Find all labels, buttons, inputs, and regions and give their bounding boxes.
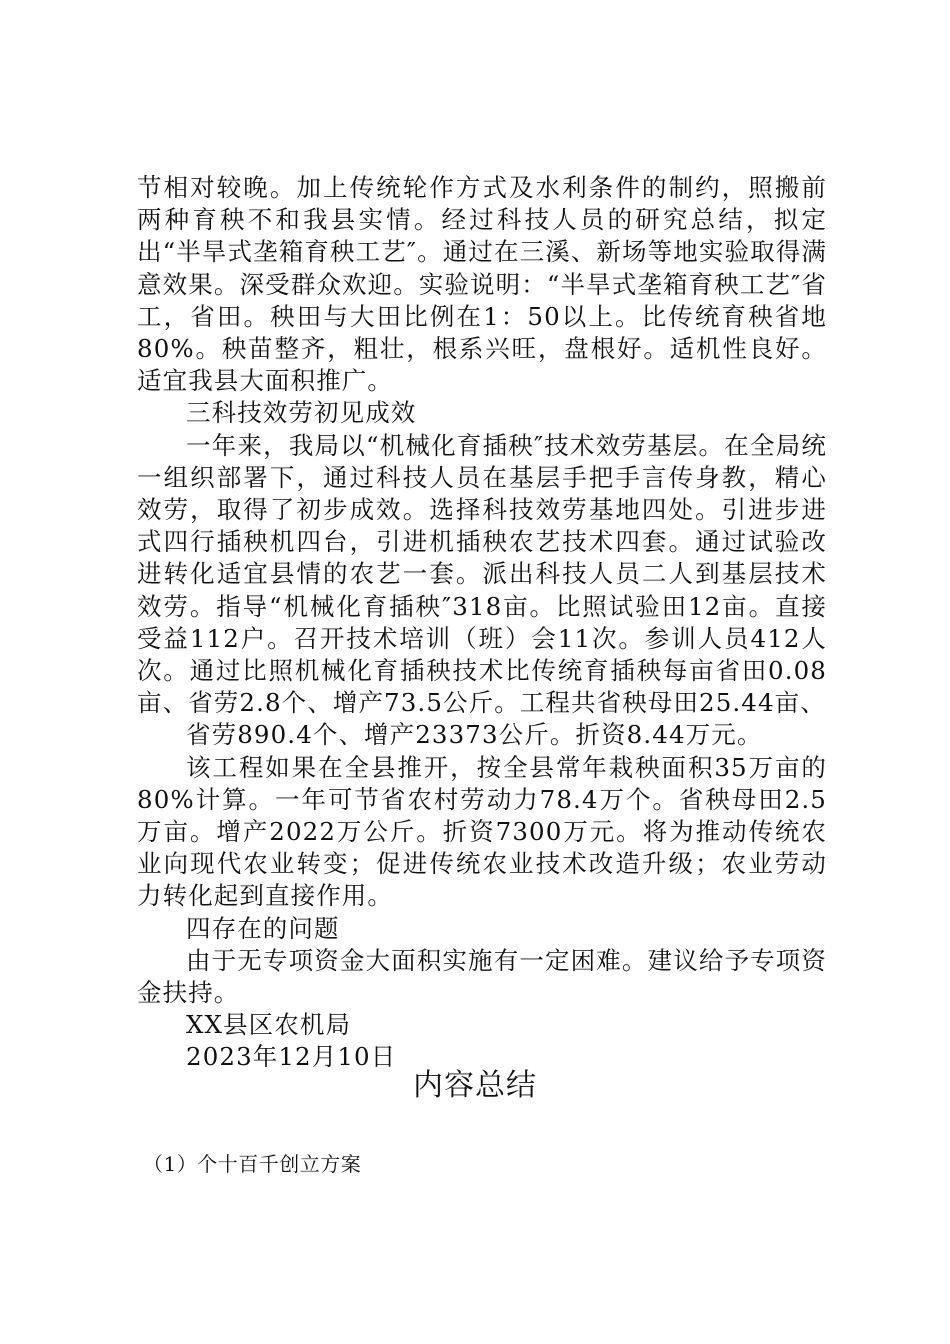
paragraph-projection: 该工程如果在全县推开，按全县常年栽秧面积35万亩的80%计算。一年可节省农村劳动力78.4万个。省秧母田2.5万亩。增产2022万公斤。折资7300万元。将为推动传统农业向现代农业转变；促进传统农业技术改造升级；农业劳动力转化起到直接作用。 xyxy=(137,752,827,911)
section-heading-four: 四存在的问题 xyxy=(186,913,340,943)
paragraph-results: 一年来，我局以“机械化育插秧″技术效劳基层。在全局统一组织部署下，通过科技人员在基层手把手言传身教，精心效劳，取得了初步成效。选择科技效劳基地四处。引进步进式四行插秧机四台，引进机插秧农艺技术四套。通过试验改进转化适宜县情的农艺一套。派出科技人员二人到基层技术效劳。指导“机械化育插秧″318亩。比照试验田12亩。直接受益112户。召开技术培训（班）会11次。参训人员412人次。通过比照机械化育插秧技术比传统育插秧每亩省田0.08亩、省劳2.8个、增产73.5公斤。工程共省秧母田25.44亩、 xyxy=(137,430,827,718)
paragraph-continuation: 节相对较晚。加上传统轮作方式及水利条件的制约，照搬前两种育秧不和我县实情。经过科技人员的研究总结，拟定出“半旱式垄箱育秧工艺″。通过在三溪、新场等地实验取得满意效果。深受群众欢迎。实验说明：“半旱式垄箱育秧工艺″省工，省田。秧田与大田比例在1：50以上。比传统育秧省地80%。秧苗整齐，粗壮，根系兴旺，盘根好。适机性良好。适宜我县大面积推广。 xyxy=(137,173,827,396)
paragraph-problems: 由于无专项资金大面积实施有一定困难。建议给予专项资金扶持。 xyxy=(137,945,827,1008)
signature-date: 2023年12月10日 xyxy=(186,1042,397,1072)
paragraph-results-cont: 省劳890.4个、增产23373公斤。折资8.44万元。 xyxy=(186,720,763,750)
summary-item: （1）个十百千创立方案 xyxy=(143,1152,362,1176)
section-heading-three: 三科技效劳初见成效 xyxy=(186,398,417,428)
signature-org: XX县区农机局 xyxy=(186,1010,352,1040)
summary-title: 内容总结 xyxy=(413,1068,537,1103)
document-body xyxy=(137,172,827,1074)
